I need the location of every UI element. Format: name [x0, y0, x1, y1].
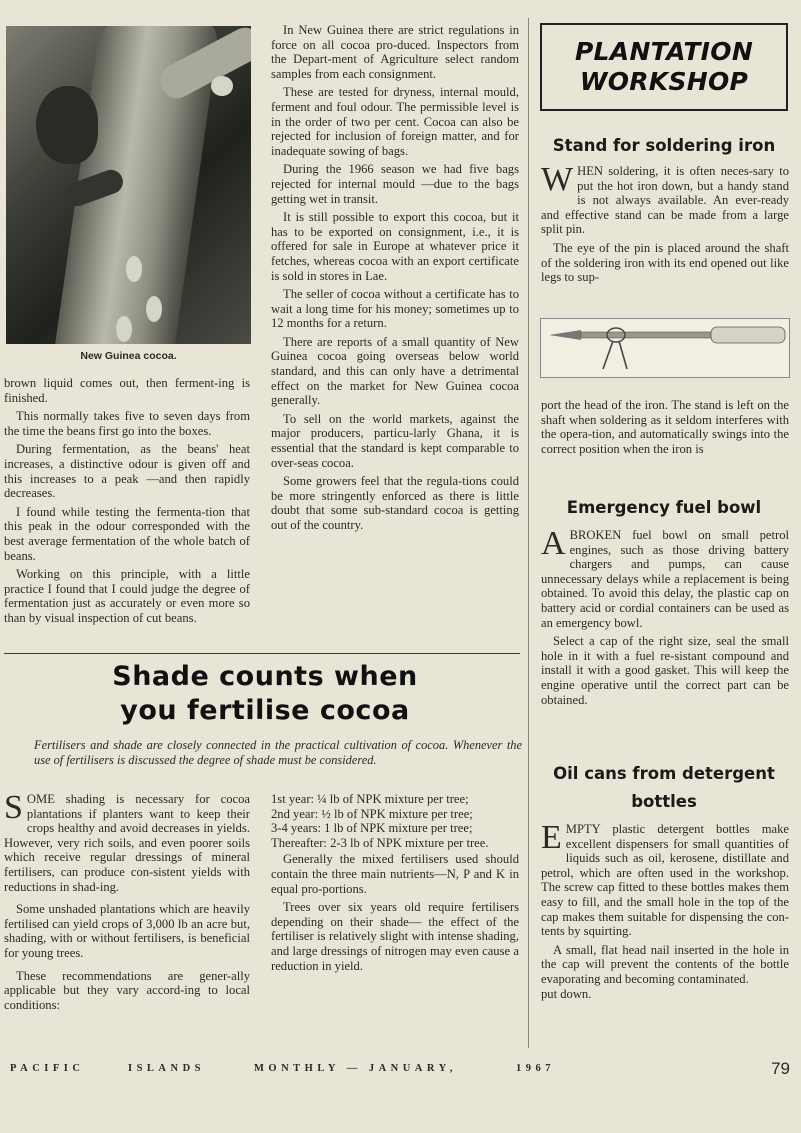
- footer-year: 1967: [516, 1063, 555, 1074]
- paragraph: This normally takes five to seven days from the time the beans first go into the boxes.: [4, 409, 250, 438]
- paragraph: Select a cap of the right size, seal the small hole in it with a fuel re-sistant compound and install it with a good gasket. This will keep the engine operative until the correct part can be obtained.: [541, 634, 789, 707]
- shade-column-b: [271, 792, 519, 977]
- stand-text-top: [541, 161, 789, 289]
- oil-heading: [540, 760, 788, 816]
- paragraph: I found while testing the fermenta-tion that this peak in the odour corresponded with the best average fermentation of the whole batch of beans.: [4, 504, 250, 563]
- paragraph: Some unshaded plantations which are heavily fertilised can yield crops of 3,000 lb an acre but, shading, with or without fertilisers, is beneficial for young trees.: [4, 902, 250, 960]
- footer-monthly: MONTHLY — JANUARY,: [254, 1063, 457, 1074]
- fuel-heading: Emergency fuel bowl: [566, 498, 762, 517]
- section-divider: [4, 653, 520, 654]
- man-figure-shape: [36, 86, 98, 164]
- cocoa-pod-shape: [126, 256, 142, 282]
- paragraph: A small, flat head nail inserted in the hole in the cap will prevent the contents of the bottle evaporating and becoming contaminated.: [541, 942, 789, 986]
- drop-cap: S: [4, 789, 23, 826]
- cocoa-pod-shape: [116, 316, 132, 342]
- paragraph: [4, 789, 250, 894]
- drop-cap: E: [541, 819, 562, 856]
- paragraph-text: MPTY plastic detergent bottles make excellent dispensers for small quantities of liquids such as oil, kerosene, distillate and petrol, which are often used in the workshop. The screw cap fitted to these bottles makes them easy to fill, and the small hole in the top of the cap makes them suitable for dispensing the con-tents by squirting.: [541, 822, 789, 939]
- split-pin-leg: [619, 341, 627, 369]
- banner-line-1: PLANTATION: [574, 37, 754, 66]
- paragraph: In New Guinea there are strict regulations in force on all cocoa pro-duced. Inspectors from the Depart-ment of Agriculture select random samples from each consignment.: [271, 23, 519, 81]
- list-item: Thereafter: 2-3 lb of NPK mixture per tree.: [271, 835, 489, 850]
- paragraph: During the 1966 season we had five bags rejected for internal mould —due to the bags getting wet in transit.: [271, 162, 519, 206]
- footer-pacific: PACIFIC: [10, 1063, 85, 1074]
- stand-heading: Stand for soldering iron: [552, 136, 776, 155]
- paragraph: To sell on the world markets, against the major producers, particu-larly Ghana, it is essential that the standard is kept comparable to over-seas cocoa.: [271, 411, 519, 470]
- paragraph-text: BROKEN fuel bowl on small petrol engines, such as those driving battery chargers and pumps, can cause unnecessary delays while a replacement is being obtained. To avoid this delay, the plastic cap on battery acid or cordial containers can be used as an emergency bowl.: [541, 528, 789, 630]
- headline-line-2: you fertilise cocoa: [120, 695, 410, 726]
- paragraph: brown liquid comes out, then ferment-ing is finished.: [4, 376, 250, 405]
- fuel-text: [541, 525, 789, 711]
- soldering-iron-illustration: [541, 319, 789, 377]
- paragraph: Some growers feel that the regula-tions could be more stringently enforced as there is little doubt that some sub-standard cocoa is getting out of the country.: [271, 474, 519, 532]
- list-item: 1st year: ¼ lb of NPK mixture per tree;: [271, 792, 469, 806]
- paragraph: Generally the mixed fertilisers used should contain the three main nutrients—N, P and K in equal pro-portions.: [271, 852, 519, 896]
- footer-islands: ISLANDS: [128, 1063, 206, 1074]
- iron-shaft: [581, 332, 711, 338]
- soldering-iron-diagram: [540, 318, 790, 378]
- paragraph: The eye of the pin is placed around the shaft of the soldering iron with its end opened out like legs to sup-: [541, 240, 789, 285]
- shade-intro: Fertilisers and shade are closely connected in the practical cultivation of cocoa. Whenever the use of fertilisers is discussed the degree of shade must be considered.: [34, 738, 522, 767]
- page-number: 79: [771, 1059, 790, 1078]
- article-column-1: [4, 376, 250, 630]
- oil-text: [541, 819, 789, 1005]
- paragraph: [541, 161, 789, 237]
- cocoa-pod-shape: [211, 76, 233, 96]
- page-footer: [10, 1059, 790, 1083]
- list-item: 3-4 years: 1 lb of NPK mixture per tree;: [271, 821, 473, 836]
- workshop-banner: [540, 23, 788, 111]
- paragraph-text: HEN soldering, it is often neces-sary to put the hot iron down, but a handy stand is not always available. An ever-ready and effective stand can be made from a large split pin.: [541, 164, 789, 237]
- column-divider: [528, 18, 529, 1048]
- stand-text-bottom: [541, 398, 789, 460]
- iron-handle: [711, 327, 785, 343]
- paragraph: [541, 525, 789, 630]
- paragraph: It is still possible to export this cocoa, but it has to be exported on consignment, i.e., it is offered for sale in Europe at whatever price it fetches, whereas cocoa with an export certificate is sold in stores in Lae.: [271, 210, 519, 283]
- paragraph: During fermentation, as the beans' heat increases, a distinctive odour is given off and this increases to a peak —and then rapidly decreases.: [4, 442, 250, 501]
- split-pin-leg: [603, 341, 613, 369]
- paragraph: Trees over six years old require fertilisers depending on their shade— the effect of the fertiliser is relatively slight with intense shading, and large dressings of nitrogen may even cause a reduction in yield.: [271, 900, 519, 973]
- heading-line-2: bottles: [631, 792, 697, 811]
- paragraph: There are reports of a small quantity of New Guinea cocoa going overseas below world standard, and this can only have a detrimental effect on the market for New Guinea cocoa generally.: [271, 334, 519, 408]
- photo-caption: New Guinea cocoa.: [80, 350, 177, 362]
- shade-column-a: [4, 789, 250, 1016]
- banner-line-2: WORKSHOP: [579, 67, 749, 96]
- paragraph: These recommendations are gener-ally applicable but they vary accord-ing to local conditions:: [4, 968, 250, 1012]
- article-column-2: [271, 23, 519, 537]
- paragraph: put down.: [541, 986, 592, 1001]
- drop-cap: A: [541, 525, 566, 562]
- paragraph: These are tested for dryness, internal mould, ferment and foul odour. The permissible level is in the order of two per cent. Cocoa can also be rejected for inclusion of foreign matter, and for inadequate sowing of bags.: [271, 85, 519, 158]
- cocoa-photo: [6, 26, 251, 344]
- paragraph: The seller of cocoa without a certificate has to wait a long time for his money; sometimes up to 12 months for a return.: [271, 287, 519, 331]
- drop-cap: W: [541, 161, 574, 198]
- paragraph: port the head of the iron. The stand is left on the shaft when soldering as it seldom interferes with the opera-tion, and automatically swings into the correct position when the iron is: [541, 398, 789, 456]
- paragraph-text: OME shading is necessary for cocoa plantations if planters want to keep their crops healthy and avoid decreases in yields. However, very rich soils, and even poorer soils which receive regular dressings of mineral fertilisers, can produce con-sistent yields with reductions in shad-ing.: [4, 792, 250, 894]
- paragraph: Working on this principle, with a little practice I found that I could judge the degree of fermentation just as accurately or even more so than by visual inspection of cut beans.: [4, 567, 250, 625]
- headline-line-1: Shade counts when: [112, 661, 418, 692]
- paragraph: [541, 819, 789, 939]
- iron-tip: [549, 330, 581, 340]
- cocoa-pod-shape: [146, 296, 162, 322]
- list-item: 2nd year: ½ lb of NPK mixture per tree;: [271, 806, 473, 821]
- heading-line-1: Oil cans from detergent: [553, 764, 775, 783]
- shade-headline: [40, 660, 490, 728]
